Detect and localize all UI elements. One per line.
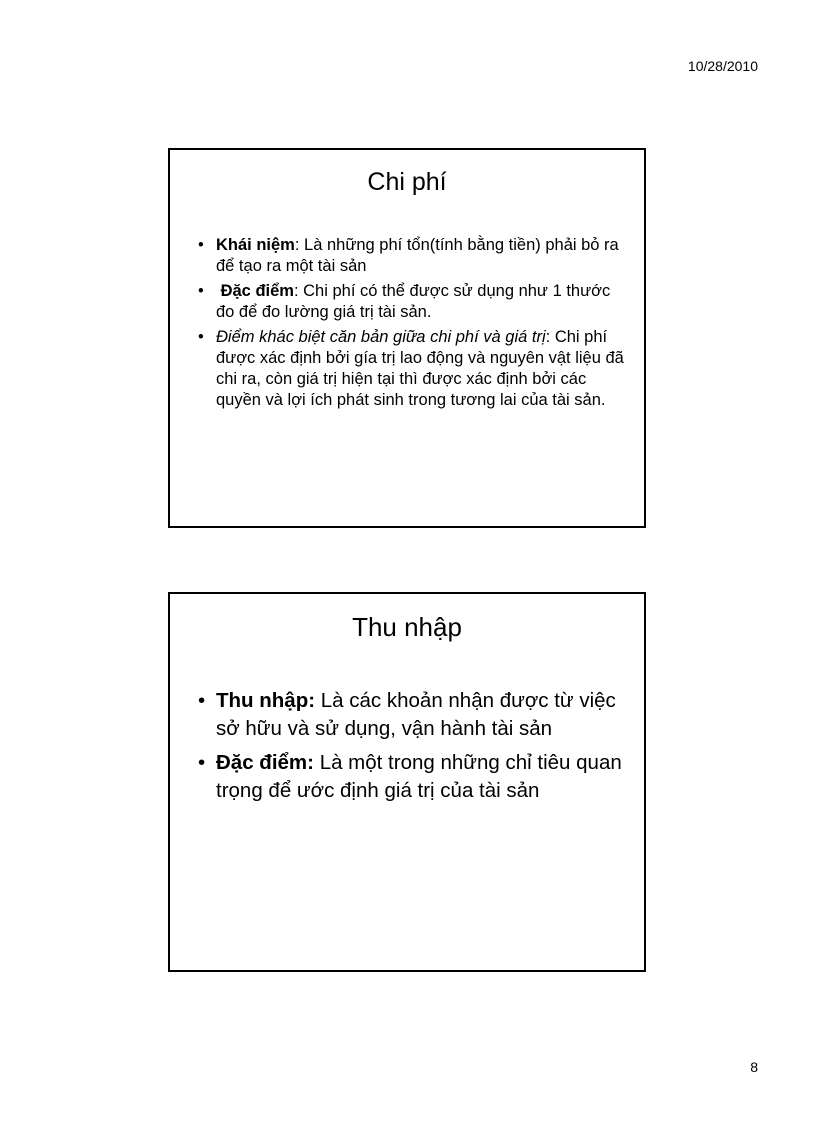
bullet-list — [216, 235, 624, 411]
bullet-separator: : — [545, 328, 555, 346]
bullet-term: Đặc điểm — [220, 282, 294, 300]
bullet-text: Là những phí tổn(tính bằng tiền) phải bỏ ra để tạo ra một tài sản — [216, 236, 619, 275]
slide-chi-phi — [168, 148, 646, 528]
bullet-separator: : — [294, 236, 305, 254]
bullet-text: Là các khoản nhận được từ việc sở hữu và sử dụng, vận hành tài sản — [216, 689, 616, 740]
bullet-separator: : — [293, 282, 304, 300]
bullet-term: Khái niệm — [216, 236, 295, 254]
bullet-item-dac-diem — [216, 281, 624, 323]
bullet-item-khai-niem — [216, 235, 624, 277]
bullet-text: Chi phí được xác định bởi gía trị lao động và nguyên vật liệu đã chi ra, còn giá trị hiện tại thì được xác định bởi các quyền và lợi ích phát sinh trong tương lai của tài sản. — [216, 328, 624, 409]
bullet-item-dac-diem — [216, 749, 624, 805]
bullet-text: Chi phí có thể được sử dụng như 1 thước đo để đo lường giá trị tài sản. — [216, 282, 611, 321]
bullet-text: Là một trong những chỉ tiêu quan trọng để ước định giá trị của tài sản — [216, 751, 622, 802]
slide-title: Chi phí — [367, 168, 447, 196]
bullet-list — [216, 687, 624, 805]
bullet-term: Đặc điểm: — [216, 751, 314, 774]
slide-thu-nhap — [168, 592, 646, 972]
bullet-item-diem-khac-biet — [216, 327, 624, 411]
bullet-term: Thu nhập: — [216, 689, 316, 712]
page-number: 8 — [750, 1059, 758, 1075]
slide-title: Thu nhập — [352, 612, 462, 642]
page-date: 10/28/2010 — [687, 58, 758, 74]
bullet-item-thu-nhap — [216, 687, 624, 743]
bullet-term: Điểm khác biệt căn bản giữa chi phí và giá trị — [216, 328, 546, 346]
